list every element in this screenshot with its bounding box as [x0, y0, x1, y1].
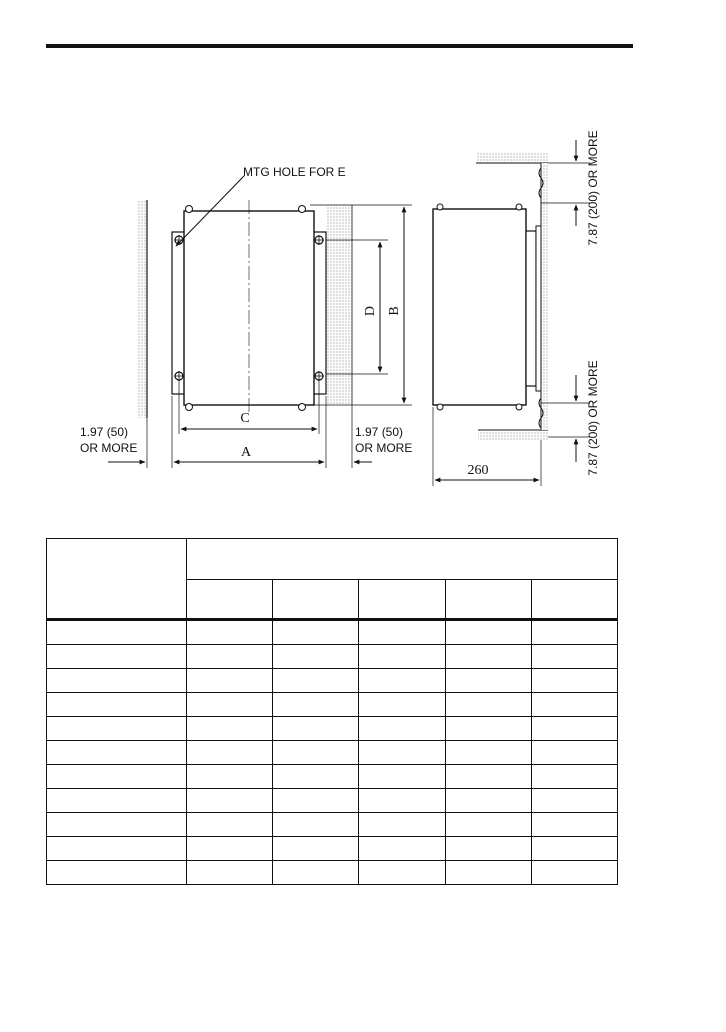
dimension-cell — [445, 669, 531, 693]
table-row — [47, 861, 618, 885]
dimension-cell — [359, 645, 445, 669]
dimension-cell — [531, 669, 617, 693]
dimension-cell — [187, 837, 273, 861]
dimension-cell — [531, 837, 617, 861]
dimension-cell — [273, 620, 359, 645]
dimension-cell — [445, 837, 531, 861]
side-clearance-left-value: 1.97 (50) — [80, 425, 129, 439]
table-row — [47, 789, 618, 813]
dimension-cell — [273, 645, 359, 669]
column-header-cell — [445, 580, 531, 620]
top-clearance-label: 7.87 (200) OR MORE — [586, 130, 600, 246]
dimension-cell — [445, 813, 531, 837]
dimension-cell — [531, 741, 617, 765]
column-header-cell — [273, 580, 359, 620]
mounting-hole — [314, 371, 324, 381]
dimension-cell — [187, 813, 273, 837]
dimension-cell — [187, 620, 273, 645]
dimension-cell — [359, 620, 445, 645]
dimension-cell — [445, 765, 531, 789]
heatsink-fins — [526, 231, 536, 386]
table-row — [47, 765, 618, 789]
dim-label-d: D — [363, 305, 378, 317]
dim-label-a: A — [240, 445, 252, 460]
dimension-cell — [531, 789, 617, 813]
dimension-cell — [273, 789, 359, 813]
dimension-cell — [187, 645, 273, 669]
model-cell — [47, 741, 187, 765]
dimension-cell — [445, 861, 531, 885]
table-header-row — [47, 539, 618, 580]
table-row — [47, 645, 618, 669]
mounting-bracket — [536, 226, 541, 391]
dimension-cell — [273, 813, 359, 837]
dimension-cell — [187, 741, 273, 765]
side-clearance-right-note: OR MORE — [355, 441, 413, 455]
dimension-cell — [359, 837, 445, 861]
dimension-cell — [359, 765, 445, 789]
table-row — [47, 693, 618, 717]
dimensions-group-header-cell — [187, 539, 618, 580]
dimension-cell — [359, 717, 445, 741]
dimension-cell — [445, 717, 531, 741]
dimension-cell — [531, 693, 617, 717]
lifting-lug — [516, 404, 522, 410]
dimension-cell — [531, 645, 617, 669]
side-clearance-left-note: OR MORE — [80, 441, 138, 455]
column-header-cell — [359, 580, 445, 620]
front-view — [80, 165, 412, 468]
dimension-cell — [187, 693, 273, 717]
dimension-cell — [531, 717, 617, 741]
right-wall-hatch — [326, 205, 352, 405]
dimension-cell — [445, 620, 531, 645]
model-cell — [47, 861, 187, 885]
side-clearance-right-value: 1.97 (50) — [355, 425, 404, 439]
enclosure-side — [433, 209, 526, 405]
dimension-cell — [187, 861, 273, 885]
dimension-cell — [359, 789, 445, 813]
model-header-cell — [47, 539, 187, 620]
dimension-cell — [273, 693, 359, 717]
dim-label-c: C — [240, 411, 250, 426]
dim-label-b: B — [387, 306, 402, 316]
dimension-cell — [359, 741, 445, 765]
dimension-cell — [187, 669, 273, 693]
dimension-cell — [359, 669, 445, 693]
dimension-cell — [445, 693, 531, 717]
model-cell — [47, 717, 187, 741]
dimension-cell — [359, 861, 445, 885]
model-cell — [47, 765, 187, 789]
dimension-cell — [445, 789, 531, 813]
lifting-lug — [299, 404, 306, 411]
left-wall-hatch — [137, 200, 147, 418]
dimension-cell — [273, 837, 359, 861]
bottom-clearance-label: 7.87 (200) OR MORE — [586, 360, 600, 476]
model-cell — [47, 837, 187, 861]
column-header-cell — [531, 580, 617, 620]
dimension-cell — [187, 765, 273, 789]
dimension-cell — [273, 765, 359, 789]
model-cell — [47, 645, 187, 669]
model-cell — [47, 693, 187, 717]
depth-value: 260 — [467, 463, 489, 478]
model-cell — [47, 669, 187, 693]
lifting-lug — [437, 204, 443, 210]
dimension-cell — [359, 813, 445, 837]
model-cell — [47, 620, 187, 645]
table-row — [47, 620, 618, 645]
dimension-cell — [531, 765, 617, 789]
model-cell — [47, 789, 187, 813]
mounting-hole — [314, 235, 324, 245]
table-row — [47, 669, 618, 693]
side-view — [433, 130, 600, 486]
dimension-cell — [359, 693, 445, 717]
table-row — [47, 837, 618, 861]
dimension-cell — [273, 669, 359, 693]
lifting-lug — [437, 404, 443, 410]
dimension-cell — [531, 861, 617, 885]
table-row — [47, 717, 618, 741]
dimensions-table — [46, 538, 618, 885]
table-row — [47, 741, 618, 765]
dimension-cell — [273, 741, 359, 765]
dimension-cell — [445, 741, 531, 765]
dimension-cell — [445, 645, 531, 669]
lifting-lug — [516, 204, 522, 210]
mounting-hole — [174, 371, 184, 381]
lifting-lug — [186, 206, 193, 213]
lifting-lug — [186, 404, 193, 411]
lifting-lug — [299, 206, 306, 213]
dimension-cell — [531, 620, 617, 645]
model-cell — [47, 813, 187, 837]
table-row — [47, 813, 618, 837]
column-header-cell — [187, 580, 273, 620]
ceiling-hatch — [476, 153, 548, 163]
dimension-cell — [187, 717, 273, 741]
dimension-cell — [273, 717, 359, 741]
dimension-cell — [531, 813, 617, 837]
dimension-cell — [273, 861, 359, 885]
dimension-cell — [187, 789, 273, 813]
floor-hatch — [478, 430, 548, 440]
mounting-hole-label: MTG HOLE FOR E — [243, 165, 346, 179]
